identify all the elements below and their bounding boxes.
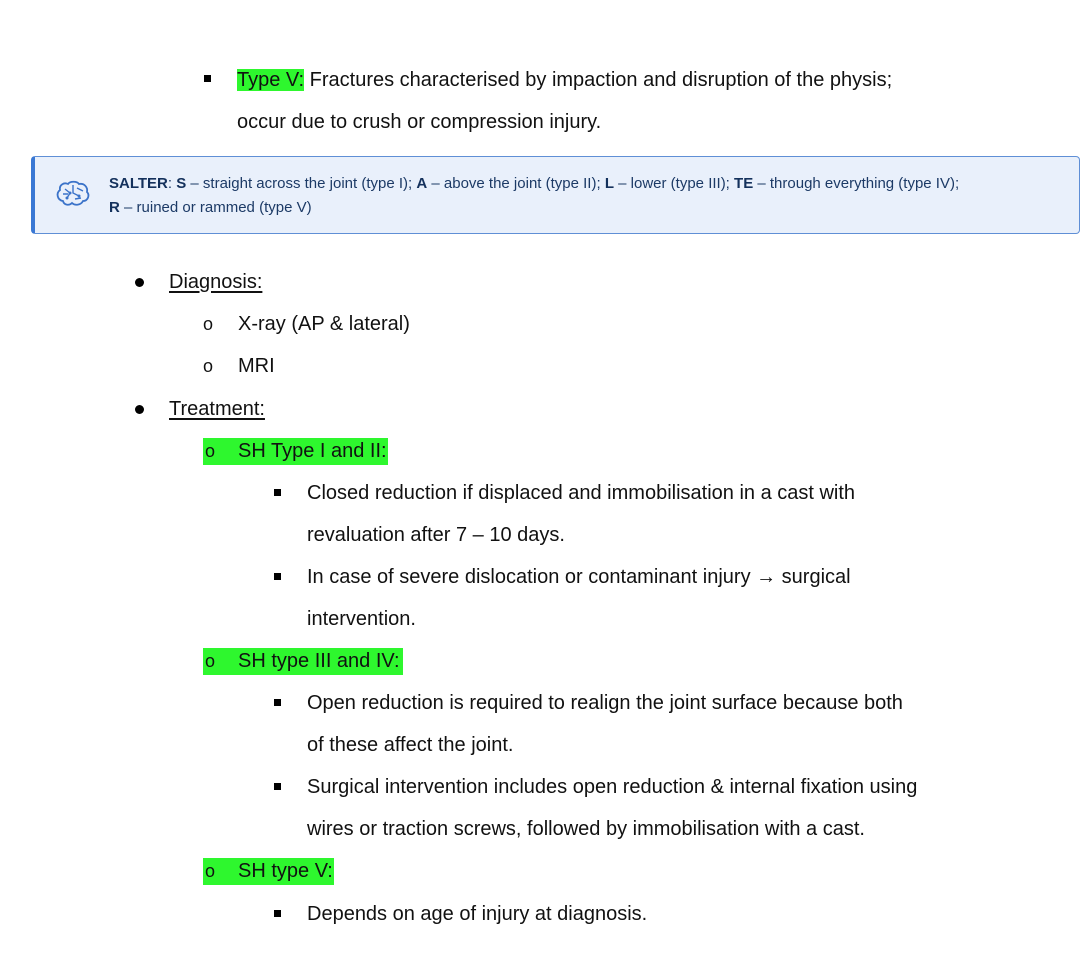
sh34-label: SH type III and IV: <box>238 650 400 672</box>
callout-r-text: – ruined or rammed (type V) <box>119 199 312 216</box>
circle-bullet-icon: o <box>203 314 214 334</box>
diagnosis-item-xray: X-ray (AP & lateral) <box>238 313 410 335</box>
callout-l-text: – lower (type III); <box>613 175 735 192</box>
type-v-text-1: Fractures characterised by impaction and disruption of the physis; <box>304 69 893 91</box>
sh5-bullet-1: Depends on age of injury at diagnosis. <box>307 903 648 925</box>
sh12-bullet-1-line-2: revaluation after 7 – 10 days. <box>307 524 565 546</box>
callout-salter-word: SALTER <box>109 175 168 192</box>
square-bullet-icon <box>274 489 281 496</box>
callout-s: S <box>176 175 187 192</box>
sh12-bullet-2-line-2: intervention. <box>307 608 416 630</box>
callout-line-1 <box>109 172 959 196</box>
sh34-bullet-2-line-2: wires or traction screws, followed by immobilisation with a cast. <box>307 818 865 840</box>
sh34-bullet-2-line-1: Surgical intervention includes open reduction & internal fixation using <box>307 776 918 798</box>
circle-bullet-icon: o <box>203 356 214 376</box>
square-bullet-icon <box>274 783 281 790</box>
bullet-dot-icon <box>135 278 144 287</box>
callout-line-2 <box>109 196 959 220</box>
salter-mnemonic-callout <box>31 156 1080 234</box>
callout-te: TE <box>734 175 754 192</box>
sh34-bullet-1-line-2: of these affect the joint. <box>307 734 514 756</box>
sh12-bullet-2-line-1: In case of severe dislocation or contaminant injury → surgical <box>307 566 851 588</box>
callout-a: A <box>416 175 428 192</box>
square-bullet-icon <box>274 573 281 580</box>
diagnosis-heading: Diagnosis: <box>169 271 263 293</box>
sh5-label: SH type V: <box>238 860 333 882</box>
circle-bullet-icon: o <box>205 441 216 461</box>
diagnosis-item-mri: MRI <box>238 355 275 377</box>
treatment-heading: Treatment: <box>169 398 265 420</box>
callout-text <box>109 172 959 220</box>
square-bullet-icon <box>274 699 281 706</box>
type-v-line-2: occur due to crush or compression injury. <box>237 111 602 133</box>
callout-sep: : <box>167 175 177 192</box>
square-bullet-icon <box>204 75 211 82</box>
circle-bullet-icon: o <box>205 651 216 671</box>
bullet-dot-icon <box>135 405 144 414</box>
sh34-bullet-1-line-1: Open reduction is required to realign the joint surface because both <box>307 692 903 714</box>
type-v-label: Type V: <box>237 69 305 91</box>
square-bullet-icon <box>274 910 281 917</box>
callout-l: L <box>604 175 614 192</box>
callout-te-text: – through everything (type IV); <box>753 175 960 192</box>
type-v-line-1 <box>237 67 892 93</box>
sh12-label: SH Type I and II: <box>238 440 387 462</box>
sh12-bullet-1-line-1: Closed reduction if displaced and immobilisation in a cast with <box>307 482 856 504</box>
circle-bullet-icon: o <box>205 861 216 881</box>
callout-a-text: – above the joint (type II); <box>427 175 605 192</box>
callout-s-text: – straight across the joint (type I); <box>186 175 417 192</box>
brain-icon <box>55 179 91 211</box>
callout-r: R <box>109 199 120 216</box>
